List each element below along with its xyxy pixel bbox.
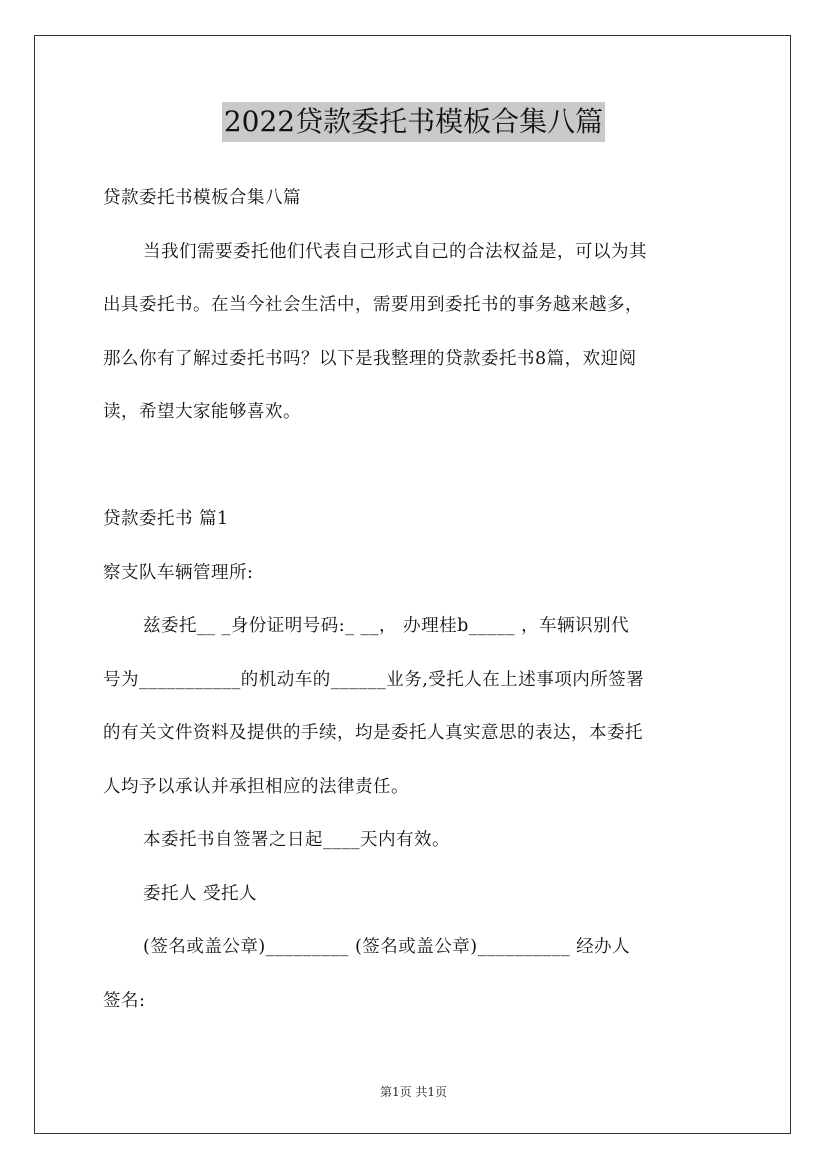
intro-line-4: 读，希望大家能够喜欢。 <box>103 402 301 422</box>
parties-line: 委托人 受托人 <box>143 883 258 904</box>
addressee: 察支队车辆管理所: <box>103 562 254 583</box>
signature-line: (签名或盖公章)_________ (签名或盖公章)__________ 经办人 <box>143 937 631 957</box>
title-container <box>0 102 827 142</box>
spacer <box>103 440 727 494</box>
validity-clause: 本委托书自签署之日起____天内有效。 <box>143 830 450 850</box>
document-subtitle: 贷款委托书模板合集八篇 <box>103 188 301 208</box>
page-number: 第1页 共1页 <box>379 1085 448 1099</box>
body-line-4: 人均予以承认并承担相应的法律责任。 <box>103 776 409 797</box>
section-heading: 贷款委托书 篇1 <box>103 509 229 529</box>
body-line-1: 兹委托__ _身份证明号码:_ __， 办理桂b_____ ，车辆识别代 <box>143 616 630 636</box>
intro-line-3: 那么你有了解过委托书吗？以下是我整理的贷款委托书8篇，欢迎阅 <box>103 348 637 369</box>
document-title: 2022贷款委托书模板合集八篇 <box>222 102 605 142</box>
signature-end: 签名: <box>103 990 146 1011</box>
intro-line-1: 当我们需要委托他们代表自己形式自己的合法权益是，可以为其 <box>143 241 647 262</box>
document-body <box>103 172 727 1028</box>
intro-line-2: 出具委托书。在当今社会生活中，需要用到委托书的事务越来越多， <box>103 295 643 315</box>
body-line-3: 的有关文件资料及提供的手续，均是委托人真实意思的表达，本委托 <box>103 723 643 743</box>
body-line-2: 号为___________的机动车的______业务,受托人在上述事项内所签署 <box>103 669 645 690</box>
